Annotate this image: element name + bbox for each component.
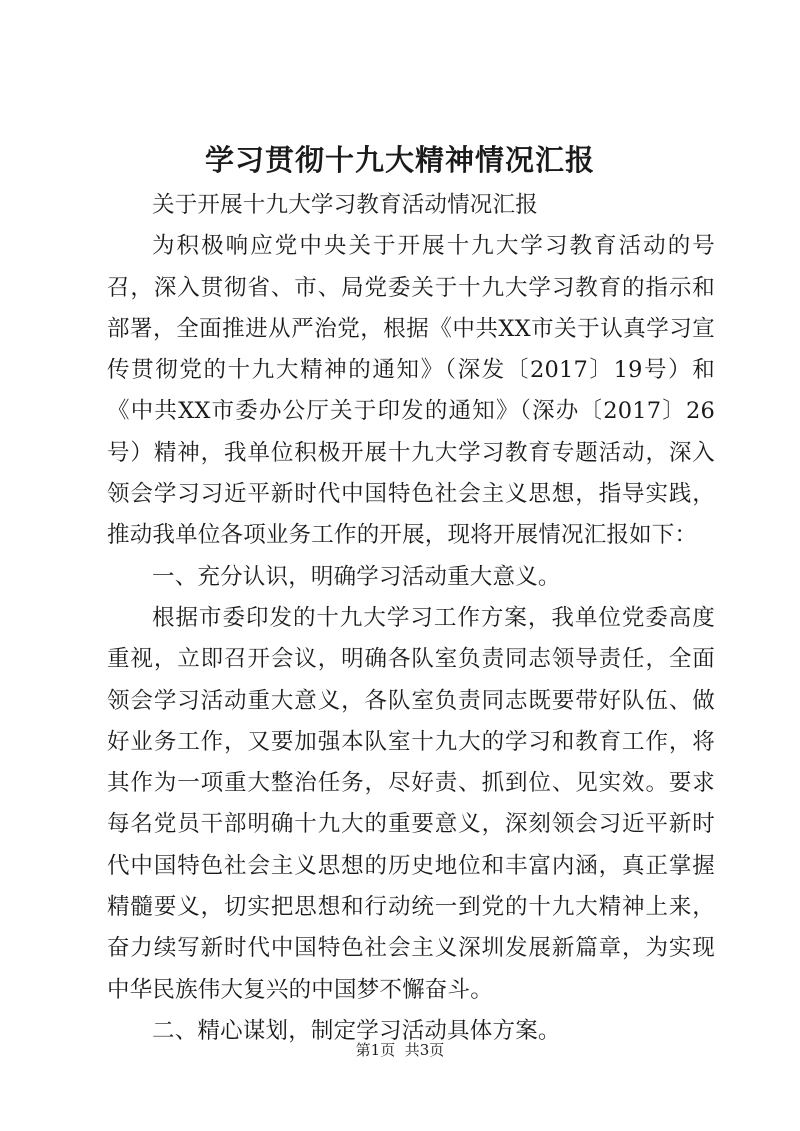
page-footer (0, 1040, 800, 1060)
document-title: 学习贯彻十九大精神情况汇报 (204, 143, 595, 177)
page-number: 第1页 (355, 1041, 396, 1059)
document-body (107, 185, 715, 1052)
paragraph-subtitle: 关于开展十九大学习教育活动情况汇报 (152, 192, 538, 218)
paragraph-intro: 为积极响应党中央关于开展十九大学习教育活动的号召，深入贯彻省、市、局党委关于十九大学习教育的指示和部署，全面推进从严治党，根据《中共XX市关于认真学习宣传贯彻党的十九大精神的通知》（深发〔2017〕19号）和《中共XX市委办公厅关于印发的通知》（深办〔2017〕26号）精神，我单位积极开展十九大学习教育专题活动，深入领会学习习近平新时代中国特色社会主义思想，指导实践，推动我单位各项业务工作的开展，现将开展情况汇报如下： (107, 233, 715, 549)
section-heading-1: 一、充分认识，明确学习活动重大意义。 (152, 563, 561, 590)
page-total: 共3页 (404, 1041, 445, 1059)
paragraph-section-1: 根据市委印发的十九大学习工作方案，我单位党委高度重视，立即召开会议，明确各队室负责同志领导责任，全面领会学习活动重大意义，各队室负责同志既要带好队伍、做好业务工作，又要加强本队室十九大的学习和教育工作，将其作为一项重大整治任务，尽好责、抓到位、见实效。要求每名党员干部明确十九大的重要意义，深刻领会习近平新时代中国特色社会主义思想的历史地位和丰富内涵，真正掌握精髓要义，切实把思想和行动统一到党的十九大精神上来，奋力续写新时代中国特色社会主义深圳发展新篇章，为实现中华民族伟大复兴的中国梦不懈奋斗。 (107, 604, 715, 1003)
section-heading-2: 二、精心谋划，制定学习活动具体方案。 (152, 1017, 561, 1044)
